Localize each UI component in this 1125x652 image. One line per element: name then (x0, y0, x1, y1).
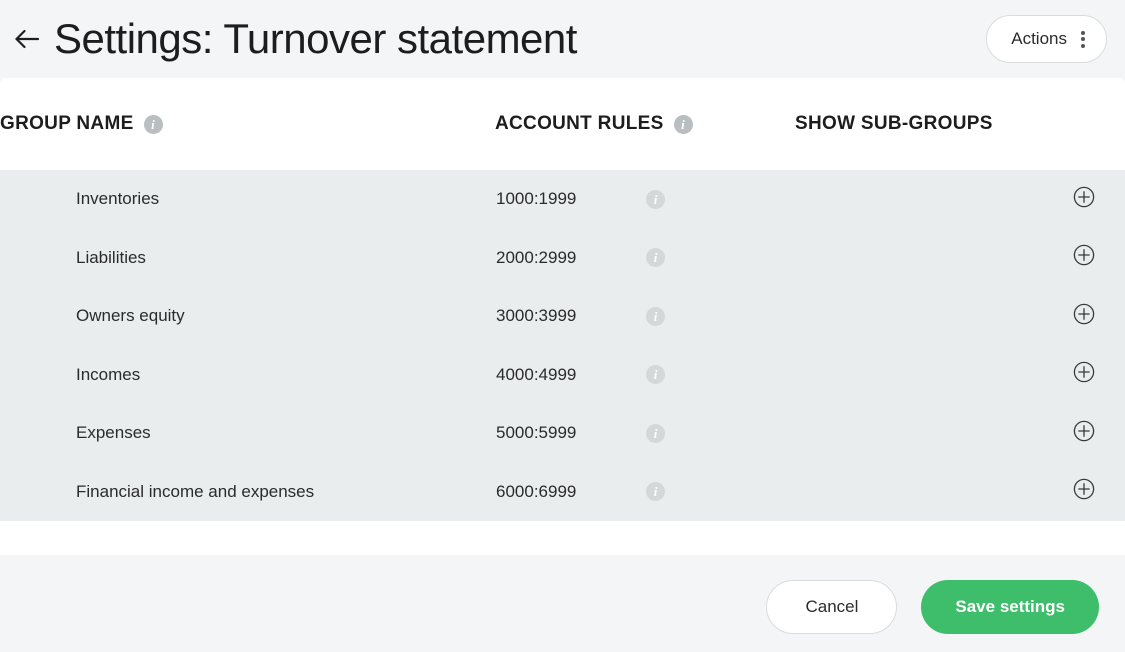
cell-account-rules: 2000:2999 (496, 247, 577, 267)
cell-add-subgroup (795, 170, 1125, 229)
info-icon[interactable]: i (646, 190, 665, 209)
cell-group-name: Incomes (76, 364, 141, 384)
cell-add-subgroup (795, 404, 1125, 463)
plus-circle-icon[interactable] (1073, 186, 1095, 208)
cell-row-info (645, 346, 795, 405)
cell-add-subgroup (795, 463, 1125, 522)
cell-account-rules: 1000:1999 (496, 189, 577, 209)
cell-add-subgroup (795, 229, 1125, 288)
form-action-bar (0, 562, 1125, 652)
table-header-row (0, 78, 1125, 170)
plus-circle-icon[interactable] (1073, 303, 1095, 325)
cell-row-info (645, 229, 795, 288)
info-icon[interactable]: i (646, 307, 665, 326)
column-header-show-sub-groups-label: SHOW SUB-GROUPS (795, 113, 993, 134)
cell-add-subgroup (795, 346, 1125, 405)
plus-circle-icon[interactable] (1073, 420, 1095, 442)
column-header-group-name (0, 78, 495, 170)
cell-account-rules: 3000:3999 (496, 306, 577, 326)
table-row[interactable] (0, 404, 1125, 463)
info-icon[interactable]: i (646, 424, 665, 443)
plus-circle-icon[interactable] (1073, 361, 1095, 383)
table-header (0, 78, 1125, 170)
cell-row-info (645, 170, 795, 229)
cell-row-info (645, 404, 795, 463)
actions-button-label: Actions (1011, 29, 1067, 48)
cell-group-name: Owners equity (76, 306, 185, 326)
cell-group-name: Expenses (76, 423, 151, 443)
cell-account-rules: 6000:6999 (496, 481, 577, 501)
plus-circle-icon[interactable] (1073, 478, 1095, 500)
table-body (0, 170, 1125, 521)
info-icon[interactable]: i (646, 248, 665, 267)
table-row[interactable] (0, 287, 1125, 346)
settings-card (0, 78, 1125, 555)
info-icon[interactable]: i (674, 115, 693, 134)
page-header (0, 0, 1125, 78)
plus-circle-icon[interactable] (1073, 244, 1095, 266)
cell-row-info (645, 287, 795, 346)
table-row[interactable] (0, 229, 1125, 288)
info-icon[interactable]: i (646, 482, 665, 501)
cell-group-name: Financial income and expenses (76, 481, 315, 501)
group-settings-table (0, 78, 1125, 521)
column-header-account-rules-label: ACCOUNT RULES (495, 113, 664, 134)
info-icon[interactable]: i (646, 365, 665, 384)
cell-group-name: Liabilities (76, 247, 146, 267)
cell-row-info (645, 463, 795, 522)
column-header-account-rules (495, 78, 795, 170)
actions-button[interactable] (986, 15, 1107, 63)
table-row[interactable] (0, 170, 1125, 229)
save-settings-button[interactable]: Save settings (921, 580, 1099, 634)
column-header-show-sub-groups (795, 78, 1125, 170)
cell-account-rules: 5000:5999 (496, 423, 577, 443)
page-title: Settings: Turnover statement (54, 15, 577, 62)
cell-group-name: Inventories (76, 189, 160, 209)
cancel-button[interactable]: Cancel (766, 580, 897, 634)
column-header-group-name-label: GROUP NAME (0, 113, 134, 134)
arrow-left-icon[interactable] (10, 22, 44, 56)
info-icon[interactable]: i (144, 115, 163, 134)
more-vertical-icon (1081, 31, 1086, 48)
table-row[interactable] (0, 346, 1125, 405)
card-footer-spacer (0, 521, 1125, 555)
cell-add-subgroup (795, 287, 1125, 346)
cell-account-rules: 4000:4999 (496, 364, 577, 384)
table-row[interactable] (0, 463, 1125, 522)
